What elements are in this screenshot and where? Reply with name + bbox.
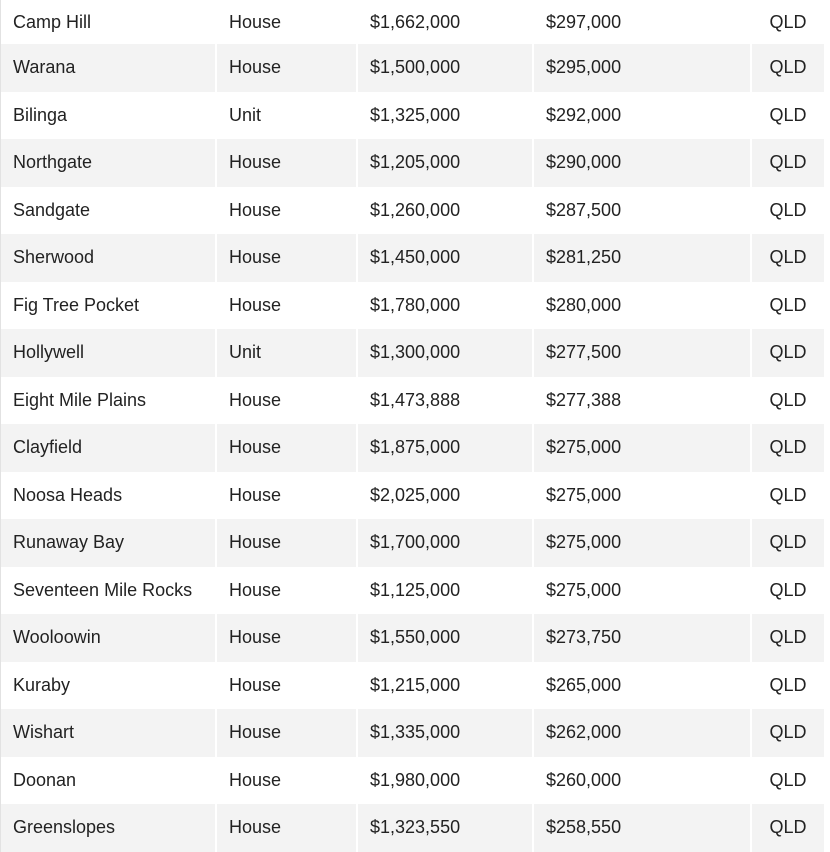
cell-suburb: Doonan (1, 757, 215, 805)
cell-state: QLD (750, 44, 824, 92)
cell-growth: $258,550 (532, 804, 750, 852)
table-row (1, 472, 824, 520)
table-row (1, 709, 824, 757)
cell-state: QLD (750, 234, 824, 282)
cell-growth: $260,000 (532, 757, 750, 805)
cell-state: QLD (750, 757, 824, 805)
cell-type: House (215, 567, 356, 615)
cell-median-price: $1,500,000 (356, 44, 532, 92)
cell-growth: $275,000 (532, 519, 750, 567)
cell-growth: $280,000 (532, 282, 750, 330)
cell-type: House (215, 757, 356, 805)
cell-suburb: Noosa Heads (1, 472, 215, 520)
cell-growth: $273,750 (532, 614, 750, 662)
cell-median-price: $1,205,000 (356, 139, 532, 187)
cell-state: QLD (750, 709, 824, 757)
cell-state: QLD (750, 519, 824, 567)
cell-suburb: Warana (1, 44, 215, 92)
cell-state: QLD (750, 329, 824, 377)
cell-type: House (215, 234, 356, 282)
cell-median-price: $1,300,000 (356, 329, 532, 377)
cell-median-price: $1,662,000 (356, 0, 532, 44)
data-table (1, 0, 824, 852)
cell-median-price: $1,215,000 (356, 662, 532, 710)
table-row (1, 757, 824, 805)
cell-growth: $275,000 (532, 472, 750, 520)
cell-state: QLD (750, 377, 824, 425)
cell-median-price: $1,260,000 (356, 187, 532, 235)
cell-growth: $275,000 (532, 424, 750, 472)
cell-state: QLD (750, 424, 824, 472)
cell-type: House (215, 662, 356, 710)
cell-suburb: Sherwood (1, 234, 215, 282)
cell-suburb: Greenslopes (1, 804, 215, 852)
cell-suburb: Fig Tree Pocket (1, 282, 215, 330)
cell-state: QLD (750, 804, 824, 852)
table-row (1, 804, 824, 852)
cell-median-price: $1,323,550 (356, 804, 532, 852)
cell-type: Unit (215, 329, 356, 377)
cell-growth: $290,000 (532, 139, 750, 187)
cell-type: House (215, 804, 356, 852)
cell-state: QLD (750, 0, 824, 44)
cell-suburb: Wooloowin (1, 614, 215, 662)
cell-suburb: Clayfield (1, 424, 215, 472)
table-row (1, 282, 824, 330)
cell-type: House (215, 44, 356, 92)
cell-growth: $265,000 (532, 662, 750, 710)
cell-growth: $287,500 (532, 187, 750, 235)
cell-median-price: $1,473,888 (356, 377, 532, 425)
cell-median-price: $1,125,000 (356, 567, 532, 615)
table-row (1, 329, 824, 377)
table-row (1, 519, 824, 567)
cell-median-price: $1,550,000 (356, 614, 532, 662)
cell-suburb: Camp Hill (1, 0, 215, 44)
cell-suburb: Runaway Bay (1, 519, 215, 567)
cell-growth: $277,388 (532, 377, 750, 425)
cell-median-price: $1,875,000 (356, 424, 532, 472)
table-row (1, 567, 824, 615)
table-row (1, 0, 824, 44)
cell-suburb: Bilinga (1, 92, 215, 140)
cell-state: QLD (750, 92, 824, 140)
table-row (1, 662, 824, 710)
cell-suburb: Sandgate (1, 187, 215, 235)
table-row (1, 614, 824, 662)
table-body (1, 0, 824, 852)
cell-median-price: $2,025,000 (356, 472, 532, 520)
cell-type: House (215, 282, 356, 330)
cell-suburb: Seventeen Mile Rocks (1, 567, 215, 615)
cell-growth: $275,000 (532, 567, 750, 615)
cell-state: QLD (750, 614, 824, 662)
cell-median-price: $1,335,000 (356, 709, 532, 757)
cell-type: House (215, 519, 356, 567)
table-row (1, 234, 824, 282)
cell-suburb: Kuraby (1, 662, 215, 710)
cell-type: House (215, 424, 356, 472)
cell-type: House (215, 187, 356, 235)
cell-growth: $277,500 (532, 329, 750, 377)
table-row (1, 139, 824, 187)
cell-median-price: $1,700,000 (356, 519, 532, 567)
table-row (1, 377, 824, 425)
cell-state: QLD (750, 187, 824, 235)
cell-state: QLD (750, 567, 824, 615)
cell-growth: $262,000 (532, 709, 750, 757)
table-row (1, 187, 824, 235)
cell-type: House (215, 709, 356, 757)
cell-median-price: $1,450,000 (356, 234, 532, 282)
cell-type: House (215, 614, 356, 662)
cell-suburb: Northgate (1, 139, 215, 187)
cell-suburb: Wishart (1, 709, 215, 757)
table-row (1, 44, 824, 92)
cell-growth: $281,250 (532, 234, 750, 282)
cell-median-price: $1,780,000 (356, 282, 532, 330)
cell-median-price: $1,980,000 (356, 757, 532, 805)
cell-median-price: $1,325,000 (356, 92, 532, 140)
cell-growth: $295,000 (532, 44, 750, 92)
cell-suburb: Hollywell (1, 329, 215, 377)
table-row (1, 92, 824, 140)
cell-growth: $292,000 (532, 92, 750, 140)
cell-state: QLD (750, 282, 824, 330)
cell-state: QLD (750, 139, 824, 187)
cell-growth: $297,000 (532, 0, 750, 44)
cell-suburb: Eight Mile Plains (1, 377, 215, 425)
cell-type: House (215, 472, 356, 520)
cell-type: House (215, 139, 356, 187)
table-row (1, 424, 824, 472)
cell-type: House (215, 0, 356, 44)
cell-type: House (215, 377, 356, 425)
cell-state: QLD (750, 662, 824, 710)
cell-state: QLD (750, 472, 824, 520)
cell-type: Unit (215, 92, 356, 140)
